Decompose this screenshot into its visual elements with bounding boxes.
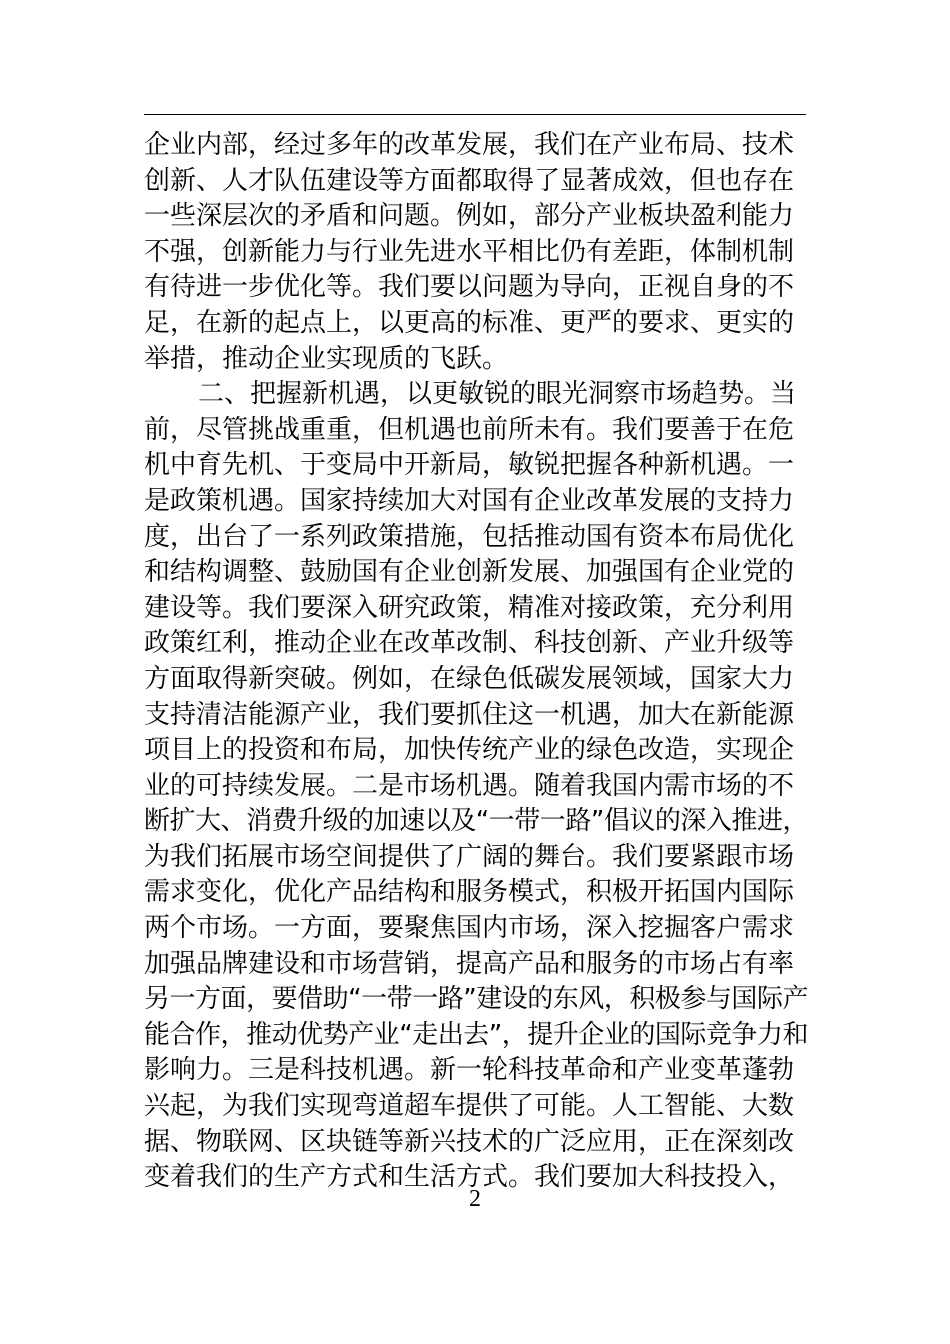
text-line: 企业内部，经过多年的改革发展，我们在产业布局、技术 xyxy=(144,130,795,160)
text-line: 两个市场。一方面，要聚焦国内市场，深入挖掘客户需求 xyxy=(144,913,795,944)
text-line: 项目上的投资和布局，加快传统产业的绿色改造，实现企 xyxy=(144,735,795,766)
text-line: 不强，创新能力与行业先进水平相比仍有差距，体制机制 xyxy=(144,236,795,267)
text-line: 兴起，为我们实现弯道超车提供了可能。人工智能、大数 xyxy=(144,1091,795,1122)
text-line: 和结构调整、鼓励国有企业创新发展、加强国有企业党的 xyxy=(144,557,795,588)
section-heading-line: 二、把握新机遇，以更敏锐的眼光洞察市场趋势。当 xyxy=(198,379,797,410)
text-line: 创新、人才队伍建设等方面都取得了显著成效，但也存在 xyxy=(144,165,795,196)
text-line: 度，出台了一系列政策措施，包括推动国有资本布局优化 xyxy=(144,521,795,552)
body-text xyxy=(144,128,808,1196)
text-line: 建设等。我们要深入研究政策，精准对接政策，充分利用 xyxy=(144,592,795,623)
text-line: 足，在新的起点上，以更高的标准、更严的要求、更实的 xyxy=(144,307,795,338)
text-line: 影响力。三是科技机遇。新一轮科技革命和产业变革蓬勃 xyxy=(144,1055,795,1086)
text-line: 需求变化，优化产品结构和服务模式，积极开拓国内国际 xyxy=(144,877,795,908)
text-line: 前，尽管挑战重重，但机遇也前所未有。我们要善于在危 xyxy=(144,414,795,445)
text-line: 业的可持续发展。二是市场机遇。随着我国内需市场的不 xyxy=(144,770,795,801)
text-line: 一些深层次的矛盾和问题。例如，部分产业板块盈利能力 xyxy=(144,201,795,232)
text-line: 方面取得新突破。例如，在绿色低碳发展领域，国家大力 xyxy=(144,663,795,694)
text-line: 另一方面，要借助“一带一路”建设的东风，积极参与国际产 xyxy=(144,984,808,1015)
text-line: 变着我们的生产方式和生活方式。我们要加大科技投入， xyxy=(144,1162,795,1193)
text-line: 据、物联网、区块链等新兴技术的广泛应用，正在深刻改 xyxy=(144,1126,795,1157)
header-rule xyxy=(144,114,806,115)
text-line: 机中育先机、于变局中开新局，敏锐把握各种新机遇。一 xyxy=(144,450,795,481)
text-line: 是政策机遇。国家持续加大对国有企业改革发展的支持力 xyxy=(144,485,795,516)
text-line: 举措，推动企业实现质的飞跃。 xyxy=(144,343,509,374)
text-line: 能合作，推动优势产业“走出去”，提升企业的国际竞争力和 xyxy=(144,1019,808,1050)
text-line: 加强品牌建设和市场营销，提高产品和服务的市场占有率 xyxy=(144,948,795,979)
text-line: 政策红利，推动企业在改革改制、科技创新、产业升级等 xyxy=(144,628,795,659)
text-line: 有待进一步优化等。我们要以问题为导向，正视自身的不 xyxy=(144,272,795,303)
text-line: 为我们拓展市场空间提供了广阔的舞台。我们要紧跟市场 xyxy=(144,841,795,872)
text-line: 断扩大、消费升级的加速以及“一带一路”倡议的深入推进， xyxy=(144,806,808,837)
text-line: 支持清洁能源产业，我们要抓住这一机遇，加大在新能源 xyxy=(144,699,795,730)
page-number: 2 xyxy=(469,1186,481,1212)
